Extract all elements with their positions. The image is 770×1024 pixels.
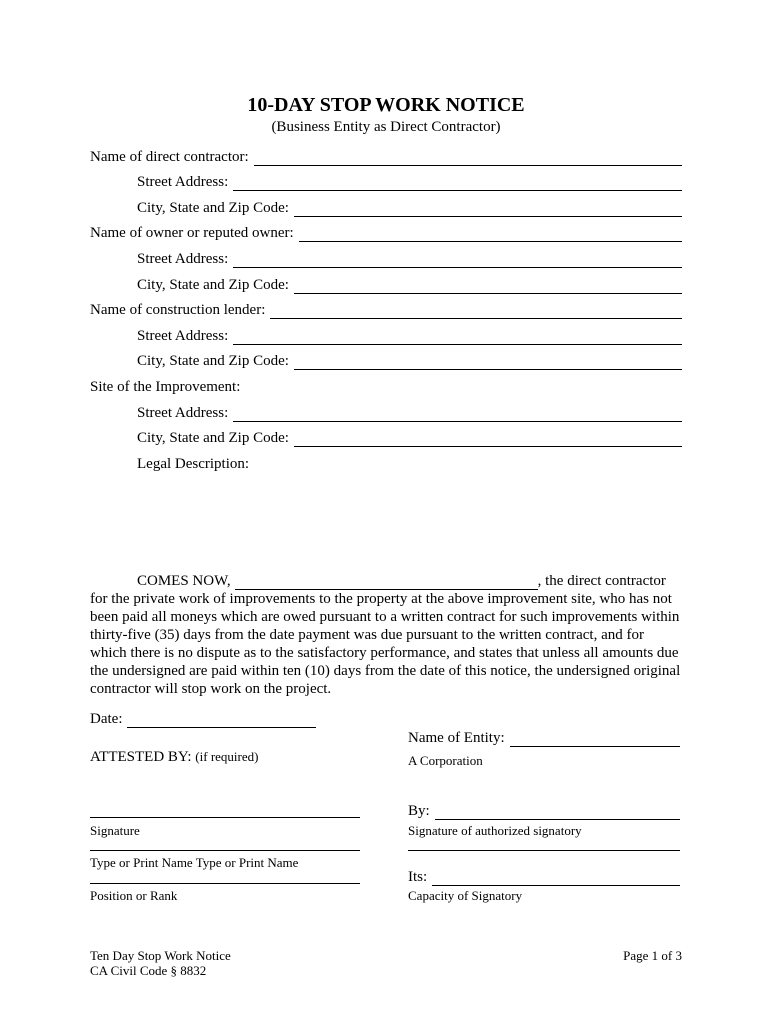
field-row-direct-contractor [90, 140, 682, 166]
field-row-owner-street [90, 242, 682, 268]
field-label: City, State and Zip Code: [137, 353, 289, 370]
field-row-contractor-street [90, 166, 682, 192]
document-subtitle: (Business Entity as Direct Contractor) [271, 119, 501, 135]
field-row-site-street [90, 396, 682, 422]
field-label: Name of direct contractor: [90, 148, 249, 165]
its-row [408, 868, 680, 886]
by-fill-line[interactable] [435, 804, 680, 820]
field-label: Street Address: [137, 404, 229, 421]
attested-by-label: ATTESTED BY: [90, 748, 192, 765]
body-paragraph [90, 572, 682, 698]
field-row-site-city [90, 422, 682, 448]
date-label: Date: [90, 710, 123, 727]
entity-fill-line[interactable] [510, 731, 680, 747]
attested-by-row [90, 748, 258, 766]
fill-line-owner-city[interactable] [294, 275, 682, 294]
its-label: Its: [408, 868, 428, 885]
fill-line-contractor-city[interactable] [294, 198, 682, 217]
fill-line-lender-city[interactable] [294, 351, 682, 370]
entity-label: Name of Entity: [408, 729, 505, 746]
position-fill-line[interactable] [90, 883, 360, 884]
field-label: Name of owner or reputed owner: [90, 225, 294, 242]
field-label: Name of construction lender: [90, 302, 266, 319]
field-row-lender-city [90, 345, 682, 371]
fill-line-owner[interactable] [299, 223, 682, 242]
page-footer [90, 948, 682, 979]
its-fill-line[interactable] [432, 870, 680, 886]
footer-page-number: Page 1 of 3 [623, 947, 682, 963]
document-title: 10-DAY STOP WORK NOTICE [247, 94, 525, 116]
fill-line-site-city[interactable] [294, 428, 682, 447]
corporation-note: A Corporation [408, 752, 483, 768]
field-label: Street Address: [137, 174, 229, 191]
field-row-lender-street [90, 319, 682, 345]
field-label: Street Address: [137, 250, 229, 267]
field-label: Street Address: [137, 327, 229, 344]
fill-line-lender-street[interactable] [233, 326, 682, 345]
field-label: Site of the Improvement: [90, 378, 241, 395]
print-name-caption: Type or Print Name Type or Print Name [90, 854, 299, 870]
fill-line-lender[interactable] [270, 300, 682, 319]
field-label: City, State and Zip Code: [137, 199, 289, 216]
fill-line-owner-street[interactable] [233, 249, 682, 268]
fill-line-contractor-street[interactable] [233, 172, 682, 191]
fill-line-direct-contractor[interactable] [254, 147, 682, 166]
attested-by-note: (if required) [195, 748, 259, 764]
date-row [90, 710, 316, 728]
capacity-caption: Capacity of Signatory [408, 887, 523, 903]
position-rank-caption: Position or Rank [90, 887, 178, 903]
footer-left [90, 948, 231, 979]
comes-now-text: COMES NOW, [137, 572, 231, 589]
entity-row [408, 729, 680, 747]
field-row-owner [90, 217, 682, 243]
footer-doc-name: Ten Day Stop Work Notice [90, 947, 231, 963]
form-fields-section [90, 140, 682, 473]
field-row-lender [90, 294, 682, 320]
authorized-signatory-caption: Signature of authorized signatory [408, 822, 582, 838]
field-row-contractor-city [90, 191, 682, 217]
field-label: City, State and Zip Code: [137, 276, 289, 293]
field-row-owner-city [90, 268, 682, 294]
right-blank-fill-line[interactable] [408, 850, 680, 851]
field-row-site [90, 370, 682, 396]
fill-line-site-street[interactable] [233, 403, 682, 422]
signature-caption: Signature [90, 822, 140, 838]
footer-code-ref: CA Civil Code § 8832 [90, 963, 207, 979]
field-label: City, State and Zip Code: [137, 430, 289, 447]
print-name-fill-line[interactable] [90, 850, 360, 851]
signature-fill-line[interactable] [90, 817, 360, 818]
by-row [408, 802, 680, 820]
field-row-legal-description [90, 447, 682, 473]
by-label: By: [408, 802, 430, 819]
field-label: Legal Description: [137, 455, 250, 472]
paragraph-rest-text: , the direct contractor for the private work of improvements to the property at the above improvement site, who has not been paid all moneys which are owed pursuant to a written contract for such improvements within thirty-five (35) days from the date payment was due pursuant to the written contract, and for which there is no dispute as to the satisfactory performance, and states that unless all amounts due the undersigned are paid within ten (10) days from the date of this notice, the undersigned original contractor will stop work on the project. [90, 572, 681, 697]
date-fill-line[interactable] [127, 712, 316, 728]
signature-section [90, 710, 682, 910]
contractor-name-blank[interactable] [235, 573, 538, 590]
document-page [90, 0, 682, 979]
